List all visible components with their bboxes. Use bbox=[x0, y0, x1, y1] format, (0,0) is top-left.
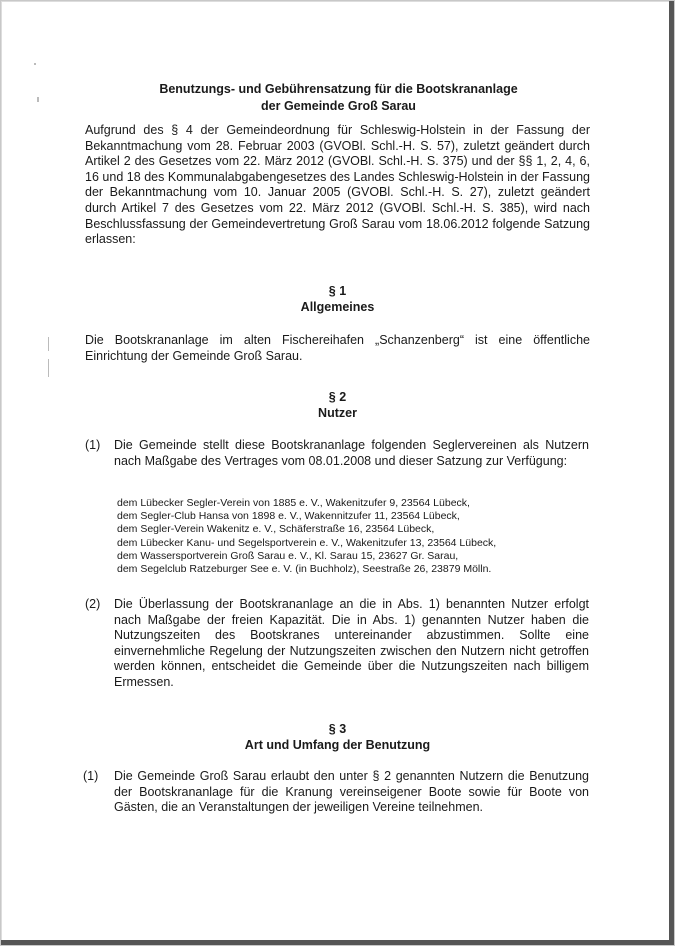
club-list-item: dem Lübecker Segler-Verein von 1885 e. V., Wakenitzufer 9, 23564 Lübeck, bbox=[117, 497, 470, 509]
section3-heading: Art und Umfang der Benutzung bbox=[244, 738, 431, 752]
preamble: Aufgrund des § 4 der Gemeindeordnung für Schleswig-Holstein in der Fassung der Bekanntmachung vom 28. Februar 2003 (GVOBl. Schl.-H. S. 57), zuletzt geändert durch Artikel 2 des Gesetzes vom 22. März 2012 (GVOBl. Schl.-H. S. 375) und der §§ 1, 2, 4, 6, 16 und 18 des Kommunalabgabengesetzes des Landes Schleswig-Holstein in der Fassung der Bekanntmachung vom 10. Januar 2005 (GVOBl. Schl.-H. S. 27), zuletzt geändert durch Artikel 7 des Gesetzes vom 22. März 2012 (GVOBl. Schl.-H. S. 385), wird nach Beschlussfassung der Gemeindevertretung Groß Sarau vom 18.06.2012 folgende Satzung erlassen: bbox=[85, 123, 590, 247]
section3-number: § 3 bbox=[328, 722, 347, 736]
section2-number: § 2 bbox=[328, 390, 347, 404]
club-list bbox=[117, 497, 587, 576]
section2-item1-text: Die Gemeinde stellt diese Bootskrananlage folgenden Seglervereinen als Nutzern nach Maßgabe des Vertrages vom 08.01.2008 und dieser Satzung zur Verfügung: bbox=[114, 438, 589, 468]
scan-speck bbox=[48, 359, 49, 377]
club-list-item: dem Lübecker Kanu- und Segelsportverein e. V., Wakenitzufer 13, 23564 Lübeck, bbox=[117, 536, 497, 549]
scan-speck bbox=[48, 337, 49, 351]
section3-item1-number: (1) bbox=[83, 769, 99, 783]
document-title-line1: Benutzungs- und Gebührensatzung für die Bootskrananlage bbox=[159, 82, 518, 96]
club-list-item: dem Segelclub Ratzeburger See e. V. (in Buchholz), Seestraße 26, 23879 Mölln. bbox=[117, 563, 492, 576]
section2-item1-number: (1) bbox=[85, 438, 101, 452]
club-list-item: dem Segler-Verein Wakenitz e. V., Schäferstraße 16, 23564 Lübeck, bbox=[117, 523, 435, 536]
section2-heading: Nutzer bbox=[318, 406, 357, 420]
scan-speck bbox=[34, 63, 36, 65]
document-title-line2: der Gemeinde Groß Sarau bbox=[261, 99, 416, 113]
section1-text: Die Bootskrananlage im alten Fischereihafen „Schanzenberg“ ist eine öffentliche Einrichtung der Gemeinde Groß Sarau. bbox=[85, 333, 590, 363]
club-list-item: dem Segler-Club Hansa von 1898 e. V., Wakennitzufer 11, 23564 Lübeck, bbox=[117, 510, 460, 523]
scan-speck bbox=[37, 97, 39, 102]
club-list-item: dem Wassersportverein Groß Sarau e. V., Kl. Sarau 15, 23627 Gr. Sarau, bbox=[117, 549, 459, 562]
section1-heading: Allgemeines bbox=[300, 300, 375, 314]
section2-item2-number: (2) bbox=[85, 597, 101, 611]
section3-item1-text: Die Gemeinde Groß Sarau erlaubt den unter § 2 genannten Nutzern die Benutzung der Bootskrananlage für die Kranung vereinseigener Boote sowie für Boote von Gästen, die an Veranstaltungen der jeweiligen Vereine teilnehmen. bbox=[114, 769, 589, 815]
section1-number: § 1 bbox=[328, 284, 347, 298]
section2-item2-text: Die Überlassung der Bootskrananlage an die in Abs. 1) benannten Nutzer erfolgt nach Maßgabe der freien Kapazität. Die in Abs. 1) genannten Nutzer haben die Nutzungszeiten des Bootskranes untereinander abzustimmen. Sollte eine einvernehmliche Regelung der Nutzungszeiten zwischen den Nutzern nicht getroffen werden können, entscheidet die Gemeinde über die Nutzungszeiten nach billigem Ermessen. bbox=[114, 597, 589, 689]
